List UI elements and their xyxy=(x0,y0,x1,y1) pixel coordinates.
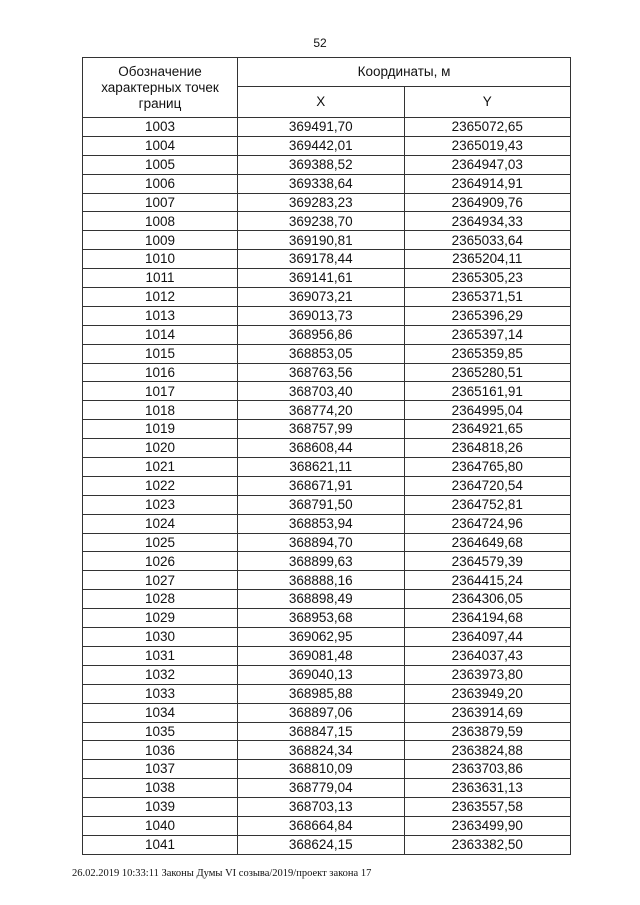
table-row xyxy=(83,798,571,817)
table-row xyxy=(83,439,571,458)
y-coordinate-cell: 2364914,91 xyxy=(404,174,571,193)
y-coordinate-cell: 2363949,20 xyxy=(404,684,571,703)
x-coordinate-cell: 368899,63 xyxy=(238,552,405,571)
table-row xyxy=(83,325,571,344)
x-coordinate-cell: 369062,95 xyxy=(238,628,405,647)
y-coordinate-cell: 2365359,85 xyxy=(404,344,571,363)
x-coordinate-cell: 368703,13 xyxy=(238,798,405,817)
table-row xyxy=(83,590,571,609)
y-coordinate-cell: 2365019,43 xyxy=(404,136,571,155)
x-coordinate-cell: 369040,13 xyxy=(238,665,405,684)
table-row xyxy=(83,779,571,798)
x-coordinate-cell: 369442,01 xyxy=(238,136,405,155)
y-coordinate-cell: 2363631,13 xyxy=(404,779,571,798)
point-id-cell: 1004 xyxy=(83,136,238,155)
y-coordinate-cell: 2363973,80 xyxy=(404,665,571,684)
x-coordinate-cell: 368824,34 xyxy=(238,741,405,760)
y-coordinate-cell: 2364724,96 xyxy=(404,514,571,533)
y-coordinate-cell: 2365033,64 xyxy=(404,231,571,250)
y-coordinate-cell: 2363499,90 xyxy=(404,816,571,835)
table-row xyxy=(83,231,571,250)
point-id-cell: 1015 xyxy=(83,344,238,363)
header-designation: Обозначение характерных точек границ xyxy=(83,58,238,118)
point-id-cell: 1032 xyxy=(83,665,238,684)
y-coordinate-cell: 2364934,33 xyxy=(404,212,571,231)
y-coordinate-cell: 2365161,91 xyxy=(404,382,571,401)
x-coordinate-cell: 369081,48 xyxy=(238,646,405,665)
x-coordinate-cell: 368664,84 xyxy=(238,816,405,835)
footer-stamp: 26.02.2019 10:33:11 Законы Думы VI созыва/2019/проект закона 17 xyxy=(72,868,372,879)
x-coordinate-cell: 369178,44 xyxy=(238,250,405,269)
table-row xyxy=(83,835,571,854)
point-id-cell: 1014 xyxy=(83,325,238,344)
x-coordinate-cell: 368763,56 xyxy=(238,363,405,382)
table-row xyxy=(83,382,571,401)
point-id-cell: 1006 xyxy=(83,174,238,193)
y-coordinate-cell: 2364995,04 xyxy=(404,401,571,420)
x-coordinate-cell: 368985,88 xyxy=(238,684,405,703)
point-id-cell: 1035 xyxy=(83,722,238,741)
x-coordinate-cell: 368791,50 xyxy=(238,495,405,514)
table-row xyxy=(83,816,571,835)
point-id-cell: 1010 xyxy=(83,250,238,269)
x-coordinate-cell: 369491,70 xyxy=(238,118,405,137)
table-row xyxy=(83,533,571,552)
point-id-cell: 1016 xyxy=(83,363,238,382)
table-row xyxy=(83,306,571,325)
y-coordinate-cell: 2365305,23 xyxy=(404,269,571,288)
y-coordinate-cell: 2365397,14 xyxy=(404,325,571,344)
y-coordinate-cell: 2365204,11 xyxy=(404,250,571,269)
table-row xyxy=(83,136,571,155)
table-row xyxy=(83,344,571,363)
y-coordinate-cell: 2365072,65 xyxy=(404,118,571,137)
y-coordinate-cell: 2364649,68 xyxy=(404,533,571,552)
coordinates-table xyxy=(82,57,571,855)
table-row xyxy=(83,420,571,439)
x-coordinate-cell: 368888,16 xyxy=(238,571,405,590)
table-row xyxy=(83,571,571,590)
y-coordinate-cell: 2364097,44 xyxy=(404,628,571,647)
point-id-cell: 1030 xyxy=(83,628,238,647)
point-id-cell: 1038 xyxy=(83,779,238,798)
x-coordinate-cell: 369073,21 xyxy=(238,288,405,307)
y-coordinate-cell: 2363557,58 xyxy=(404,798,571,817)
y-coordinate-cell: 2364921,65 xyxy=(404,420,571,439)
x-coordinate-cell: 369388,52 xyxy=(238,155,405,174)
point-id-cell: 1024 xyxy=(83,514,238,533)
table-row xyxy=(83,628,571,647)
y-coordinate-cell: 2364037,43 xyxy=(404,646,571,665)
point-id-cell: 1021 xyxy=(83,458,238,477)
y-coordinate-cell: 2363879,59 xyxy=(404,722,571,741)
point-id-cell: 1019 xyxy=(83,420,238,439)
x-coordinate-cell: 368953,68 xyxy=(238,609,405,628)
table-row xyxy=(83,212,571,231)
y-coordinate-cell: 2365396,29 xyxy=(404,306,571,325)
x-coordinate-cell: 368624,15 xyxy=(238,835,405,854)
point-id-cell: 1017 xyxy=(83,382,238,401)
table-row xyxy=(83,458,571,477)
y-coordinate-cell: 2364415,24 xyxy=(404,571,571,590)
table-row xyxy=(83,741,571,760)
x-coordinate-cell: 368774,20 xyxy=(238,401,405,420)
x-coordinate-cell: 368898,49 xyxy=(238,590,405,609)
point-id-cell: 1041 xyxy=(83,835,238,854)
point-id-cell: 1003 xyxy=(83,118,238,137)
point-id-cell: 1028 xyxy=(83,590,238,609)
point-id-cell: 1040 xyxy=(83,816,238,835)
x-coordinate-cell: 368810,09 xyxy=(238,760,405,779)
y-coordinate-cell: 2365371,51 xyxy=(404,288,571,307)
page-number: 52 xyxy=(313,36,327,50)
x-coordinate-cell: 368671,91 xyxy=(238,476,405,495)
x-coordinate-cell: 368956,86 xyxy=(238,325,405,344)
table-row xyxy=(83,193,571,212)
y-coordinate-cell: 2363382,50 xyxy=(404,835,571,854)
table-row xyxy=(83,514,571,533)
table-row xyxy=(83,363,571,382)
header-x: X xyxy=(238,87,405,118)
x-coordinate-cell: 368894,70 xyxy=(238,533,405,552)
y-coordinate-cell: 2363703,86 xyxy=(404,760,571,779)
table-header-row xyxy=(83,58,571,87)
point-id-cell: 1037 xyxy=(83,760,238,779)
point-id-cell: 1023 xyxy=(83,495,238,514)
y-coordinate-cell: 2364818,26 xyxy=(404,439,571,458)
y-coordinate-cell: 2365280,51 xyxy=(404,363,571,382)
table-row xyxy=(83,684,571,703)
y-coordinate-cell: 2364306,05 xyxy=(404,590,571,609)
y-coordinate-cell: 2364765,80 xyxy=(404,458,571,477)
table-row xyxy=(83,269,571,288)
point-id-cell: 1034 xyxy=(83,703,238,722)
table-body xyxy=(83,118,571,855)
y-coordinate-cell: 2364947,03 xyxy=(404,155,571,174)
table-row xyxy=(83,495,571,514)
header-coordinates: Координаты, м xyxy=(238,58,571,87)
table-row xyxy=(83,703,571,722)
x-coordinate-cell: 369338,64 xyxy=(238,174,405,193)
table-row xyxy=(83,646,571,665)
y-coordinate-cell: 2364579,39 xyxy=(404,552,571,571)
point-id-cell: 1022 xyxy=(83,476,238,495)
table-row xyxy=(83,476,571,495)
y-coordinate-cell: 2363914,69 xyxy=(404,703,571,722)
x-coordinate-cell: 368853,94 xyxy=(238,514,405,533)
point-id-cell: 1007 xyxy=(83,193,238,212)
x-coordinate-cell: 369190,81 xyxy=(238,231,405,250)
point-id-cell: 1013 xyxy=(83,306,238,325)
table-row xyxy=(83,609,571,628)
table-row xyxy=(83,665,571,684)
table-row xyxy=(83,288,571,307)
x-coordinate-cell: 369013,73 xyxy=(238,306,405,325)
table-row xyxy=(83,401,571,420)
point-id-cell: 1025 xyxy=(83,533,238,552)
point-id-cell: 1027 xyxy=(83,571,238,590)
point-id-cell: 1011 xyxy=(83,269,238,288)
table-row xyxy=(83,118,571,137)
table-row xyxy=(83,155,571,174)
x-coordinate-cell: 368847,15 xyxy=(238,722,405,741)
point-id-cell: 1008 xyxy=(83,212,238,231)
x-coordinate-cell: 369238,70 xyxy=(238,212,405,231)
table-row xyxy=(83,174,571,193)
point-id-cell: 1033 xyxy=(83,684,238,703)
point-id-cell: 1009 xyxy=(83,231,238,250)
point-id-cell: 1012 xyxy=(83,288,238,307)
x-coordinate-cell: 368703,40 xyxy=(238,382,405,401)
table-row xyxy=(83,760,571,779)
x-coordinate-cell: 368779,04 xyxy=(238,779,405,798)
point-id-cell: 1031 xyxy=(83,646,238,665)
y-coordinate-cell: 2364909,76 xyxy=(404,193,571,212)
y-coordinate-cell: 2364752,81 xyxy=(404,495,571,514)
x-coordinate-cell: 369283,23 xyxy=(238,193,405,212)
point-id-cell: 1036 xyxy=(83,741,238,760)
header-y: Y xyxy=(404,87,571,118)
point-id-cell: 1005 xyxy=(83,155,238,174)
x-coordinate-cell: 368608,44 xyxy=(238,439,405,458)
x-coordinate-cell: 369141,61 xyxy=(238,269,405,288)
x-coordinate-cell: 368757,99 xyxy=(238,420,405,439)
table-row xyxy=(83,722,571,741)
x-coordinate-cell: 368853,05 xyxy=(238,344,405,363)
point-id-cell: 1026 xyxy=(83,552,238,571)
table-row xyxy=(83,250,571,269)
y-coordinate-cell: 2364720,54 xyxy=(404,476,571,495)
table-row xyxy=(83,552,571,571)
point-id-cell: 1018 xyxy=(83,401,238,420)
point-id-cell: 1029 xyxy=(83,609,238,628)
point-id-cell: 1039 xyxy=(83,798,238,817)
y-coordinate-cell: 2364194,68 xyxy=(404,609,571,628)
point-id-cell: 1020 xyxy=(83,439,238,458)
x-coordinate-cell: 368621,11 xyxy=(238,458,405,477)
x-coordinate-cell: 368897,06 xyxy=(238,703,405,722)
y-coordinate-cell: 2363824,88 xyxy=(404,741,571,760)
